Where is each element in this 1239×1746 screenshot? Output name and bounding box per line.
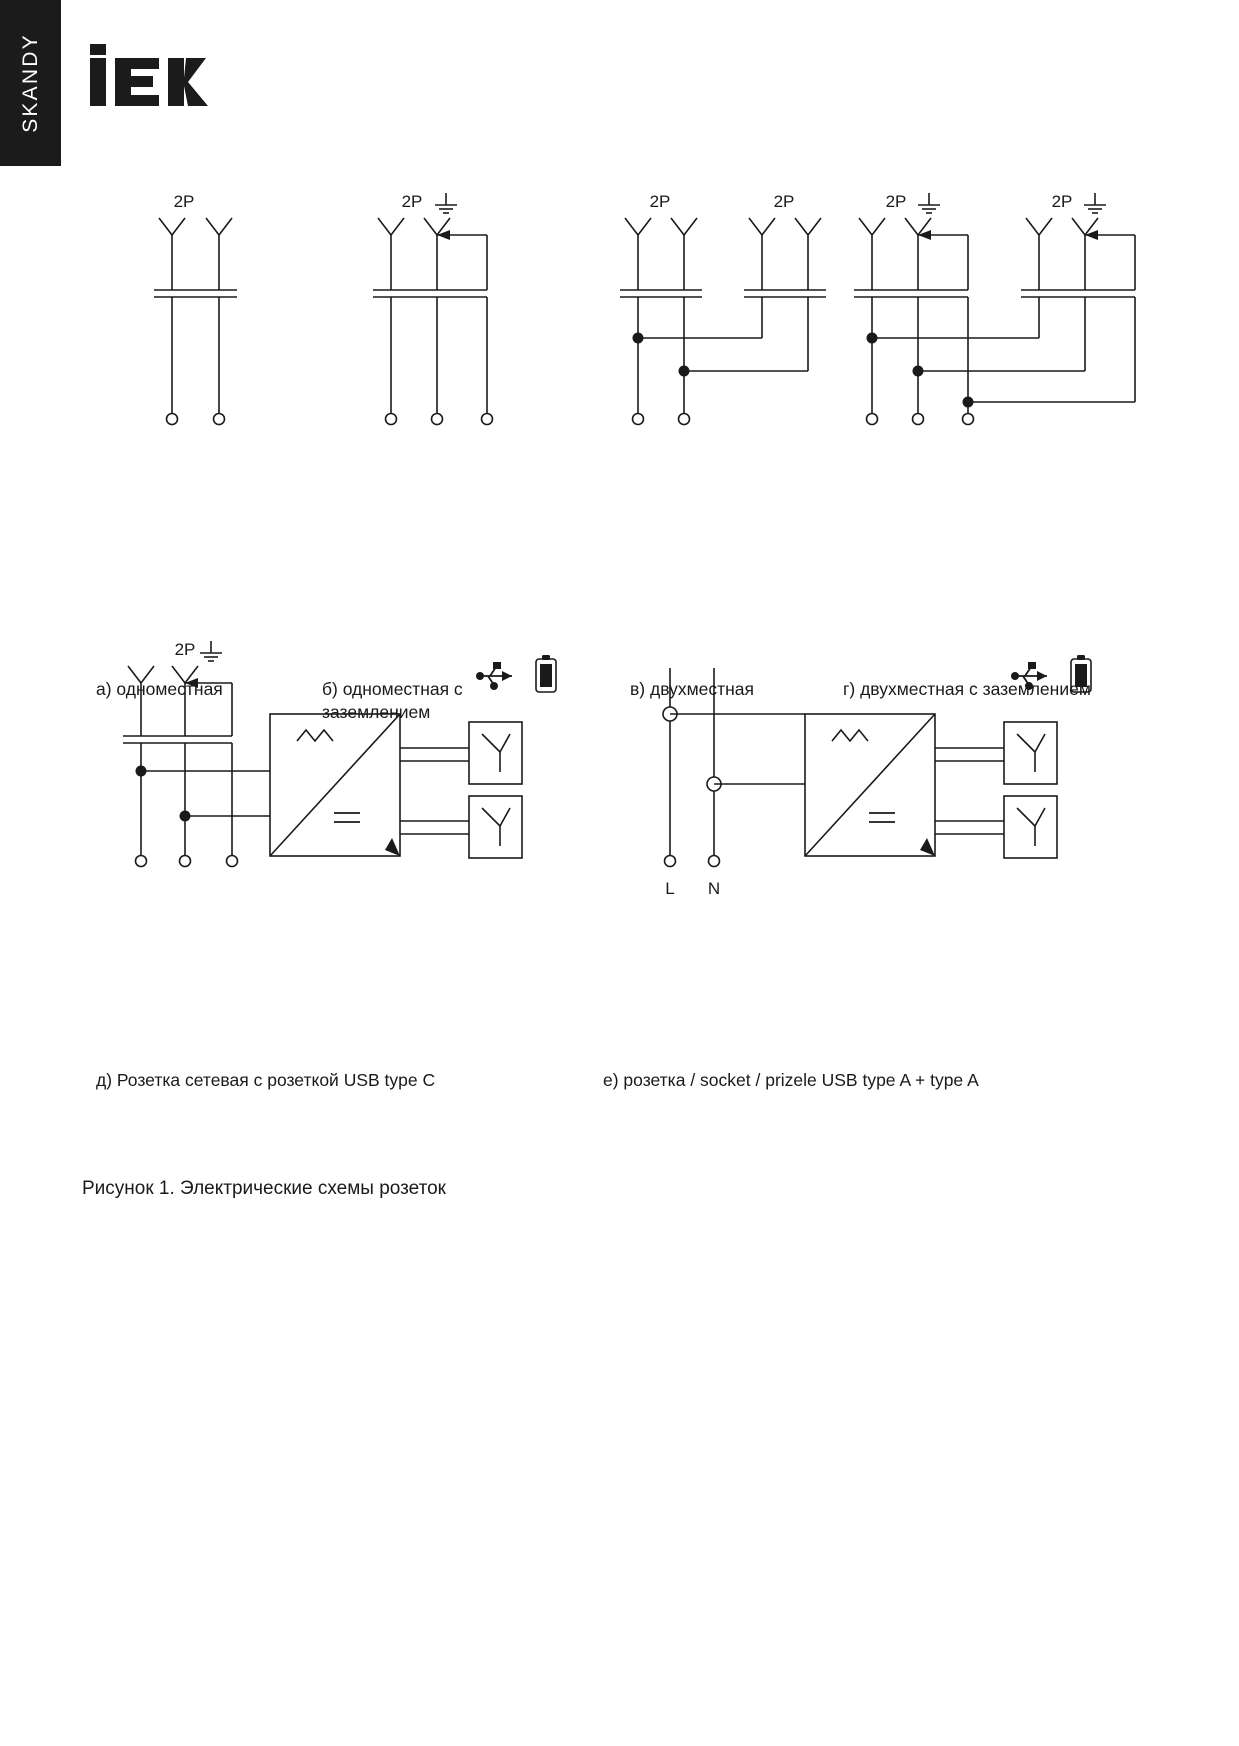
- scheme-b: [373, 192, 493, 425]
- caption-scheme-d: д) Розетка сетевая с розеткой USB type C: [96, 1070, 436, 1090]
- iek-logo-svg: [88, 42, 218, 114]
- scheme-v-pole-label-1: 2P: [649, 192, 671, 211]
- scheme-a: [154, 192, 237, 425]
- scheme-g-pole-label-1: 2P: [885, 192, 907, 211]
- caption-scheme-v: в) двухместная: [630, 679, 755, 699]
- iek-logo: [88, 42, 218, 114]
- scheme-g: [854, 192, 1135, 425]
- scheme-g-pole-label-2: 2P: [1051, 192, 1073, 211]
- scheme-d-pole-label: 2P: [174, 640, 196, 659]
- figure-socket-wiring-diagrams: [0, 166, 1239, 1090]
- scheme-v: [620, 192, 826, 425]
- caption-scheme-b: б) одноместная с заземлением: [322, 679, 463, 723]
- brand-vertical-text: SKANDY: [18, 33, 42, 133]
- wiring-diagrams-svg: [0, 166, 1239, 946]
- scheme-d: [123, 640, 556, 867]
- figure-title: Рисунок 1. Электрические схемы розеток: [82, 1178, 446, 1199]
- caption-scheme-g: г) двухместная с заземлением: [843, 679, 1091, 699]
- battery-icon: [536, 655, 556, 692]
- caption-scheme-a: а) одноместная: [96, 679, 223, 699]
- scheme-v-pole-label-2: 2P: [773, 192, 795, 211]
- scheme-a-pole-label: 2P: [173, 192, 195, 211]
- scheme-e-label-n: N: [707, 879, 721, 898]
- brand-side-band: [0, 0, 61, 166]
- scheme-b-pole-label: 2P: [401, 192, 423, 211]
- caption-scheme-e: е) розетка / socket / prizele USB type A + type A: [603, 1070, 979, 1090]
- scheme-e-label-l: L: [665, 879, 675, 898]
